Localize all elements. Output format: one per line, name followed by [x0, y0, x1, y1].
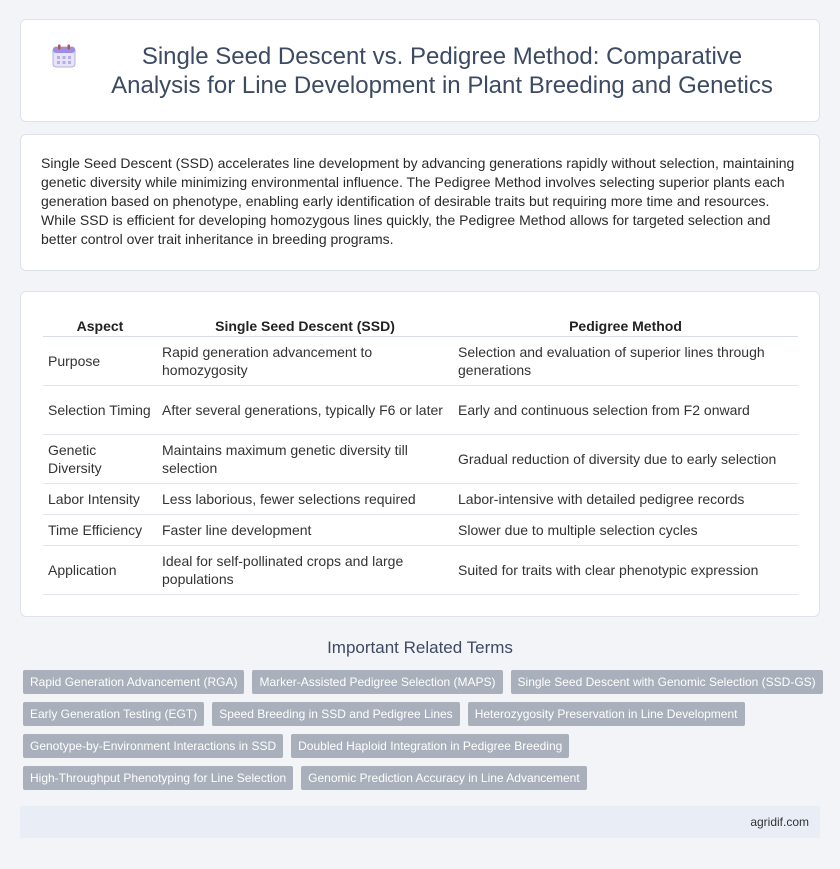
footer: [20, 806, 820, 838]
term-tag[interactable]: Doubled Haploid Integration in Pedigree Breeding: [291, 734, 569, 758]
cell-pedigree: Gradual reduction of diversity due to early selection: [453, 435, 798, 484]
cell-aspect: Genetic Diversity: [43, 435, 157, 484]
comparison-table-card: [20, 291, 820, 617]
table-header-row: [43, 312, 798, 337]
table-row: [43, 386, 798, 435]
table-row: [43, 337, 798, 386]
tag-row: [23, 766, 823, 790]
cell-pedigree: Slower due to multiple selection cycles: [453, 515, 798, 546]
term-tag[interactable]: Speed Breeding in SSD and Pedigree Lines: [212, 702, 460, 726]
cell-pedigree: Labor-intensive with detailed pedigree records: [453, 484, 798, 515]
term-tag[interactable]: High-Throughput Phenotyping for Line Selection: [23, 766, 293, 790]
calendar-icon: [51, 43, 77, 69]
comparison-table: [43, 312, 798, 595]
term-tag[interactable]: Single Seed Descent with Genomic Selection (SSD-GS): [511, 670, 823, 694]
header-pedigree: Pedigree Method: [453, 312, 798, 337]
title-card: [20, 19, 820, 122]
cell-aspect: Purpose: [43, 337, 157, 386]
header-ssd: Single Seed Descent (SSD): [157, 312, 453, 337]
cell-pedigree: Selection and evaluation of superior lines through generations: [453, 337, 798, 386]
cell-ssd: After several generations, typically F6 or later: [157, 386, 453, 435]
summary-text: Single Seed Descent (SSD) accelerates line development by advancing generations rapidly without selection, maintaining genetic diversity while minimizing environmental influence. The Pedigree Method involves selecting superior plants each generation based on phenotype, enabling early identification of desirable traits but requiring more time and resources. While SSD is efficient for developing homozygous lines quickly, the Pedigree Method allows for targeted selection and better control over trait inheritance in breeding programs.: [41, 155, 795, 247]
cell-ssd: Ideal for self-pollinated crops and large populations: [157, 546, 453, 595]
cell-aspect: Labor Intensity: [43, 484, 157, 515]
term-tag[interactable]: Heterozygosity Preservation in Line Development: [468, 702, 745, 726]
table-row: [43, 546, 798, 595]
tag-row: [23, 702, 823, 726]
page-title: Single Seed Descent vs. Pedigree Method: Comparative Analysis for Line Development in Plant Breeding and Genetics: [111, 42, 773, 99]
related-terms-list: [23, 670, 823, 798]
header-aspect: Aspect: [43, 312, 157, 337]
term-tag[interactable]: Genotype-by-Environment Interactions in SSD: [23, 734, 283, 758]
cell-pedigree: Suited for traits with clear phenotypic expression: [453, 546, 798, 595]
cell-ssd: Faster line development: [157, 515, 453, 546]
summary-card: [20, 134, 820, 271]
cell-aspect: Time Efficiency: [43, 515, 157, 546]
cell-aspect: Application: [43, 546, 157, 595]
term-tag[interactable]: Rapid Generation Advancement (RGA): [23, 670, 244, 694]
cell-aspect: Selection Timing: [43, 386, 157, 435]
term-tag[interactable]: Marker-Assisted Pedigree Selection (MAPS): [252, 670, 502, 694]
table-row: [43, 515, 798, 546]
tag-row: [23, 670, 823, 694]
footer-site-link[interactable]: agridif.com: [750, 815, 809, 829]
table-row: [43, 484, 798, 515]
cell-ssd: Rapid generation advancement to homozygosity: [157, 337, 453, 386]
cell-ssd: Maintains maximum genetic diversity till selection: [157, 435, 453, 484]
tag-row: [23, 734, 823, 758]
term-tag[interactable]: Early Generation Testing (EGT): [23, 702, 204, 726]
term-tag[interactable]: Genomic Prediction Accuracy in Line Advancement: [301, 766, 586, 790]
table-row: [43, 435, 798, 484]
cell-pedigree: Early and continuous selection from F2 onward: [453, 386, 798, 435]
related-terms-heading: Important Related Terms: [327, 638, 513, 657]
cell-ssd: Less laborious, fewer selections required: [157, 484, 453, 515]
